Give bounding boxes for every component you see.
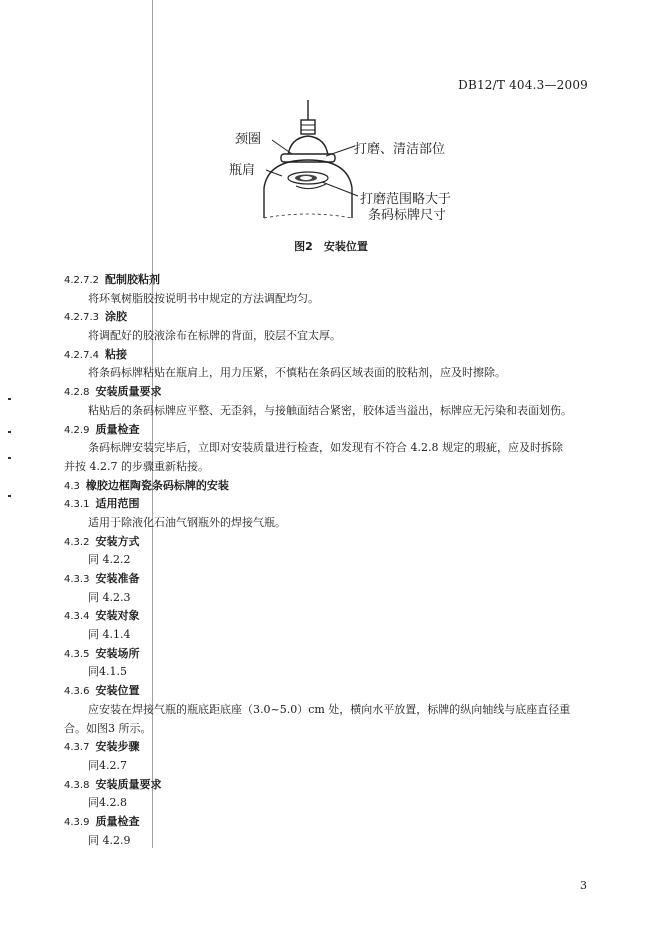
paragraph: 将环氧树脂胶按说明书中规定的方法调配均匀。 [88, 291, 319, 305]
paragraph-continuation: 合。如图3 所示。 [64, 721, 152, 735]
scan-speck [8, 398, 11, 400]
paragraph: 同4.1.5 [88, 665, 127, 679]
document-body [64, 271, 594, 850]
section-heading: 4.2.7.3 涂胶 [64, 310, 127, 324]
section-heading: 4.3.8 安装质量要求 [64, 777, 162, 791]
label-range-line2: 条码标牌尺寸 [368, 208, 447, 223]
scan-speck [8, 431, 11, 433]
section-heading: 4.3.5 安装场所 [64, 646, 140, 660]
section-heading: 4.3 橡胶边框陶瓷条码标牌的安装 [64, 478, 229, 492]
label-polish-area: 打磨、清洁部位 [354, 142, 446, 157]
section-heading: 4.3.6 安装位置 [64, 684, 140, 698]
figure-caption: 图2 安装位置 [294, 240, 368, 253]
section-heading: 4.2.7.4 粘接 [64, 347, 127, 361]
paragraph: 应安装在焊接气瓶的瓶底距底座（3.0~5.0）cm 处，横向水平放置，标牌的纵向轴线与底座直径重 [88, 702, 571, 716]
section-heading: 4.2.9 质量检查 [64, 422, 140, 436]
section-heading: 4.3.7 安装步骤 [64, 740, 140, 754]
cylinder-diagram [0, 100, 662, 230]
paragraph: 适用于除液化石油气钢瓶外的焊接气瓶。 [88, 515, 286, 529]
paragraph: 同 4.2.3 [88, 590, 131, 604]
section-heading: 4.2.8 安装质量要求 [64, 385, 162, 399]
paragraph: 同4.2.8 [88, 796, 127, 810]
document-code: DB12/T 404.3—2009 [458, 78, 588, 92]
scan-speck [8, 457, 11, 459]
section-heading: 4.3.9 质量检查 [64, 814, 140, 828]
section-heading: 4.2.7.2 配制胶粘剂 [64, 273, 160, 286]
label-neck-ring: 颈圈 [235, 132, 262, 147]
paragraph: 同 4.1.4 [88, 628, 131, 642]
scan-speck [8, 495, 11, 497]
paragraph: 粘贴后的条码标牌应平整、无歪斜，与接触面结合紧密，胶体适当溢出，标牌应无污染和表面划伤。 [88, 403, 572, 417]
page-number: 3 [580, 879, 587, 892]
section-heading: 4.3.2 安装方式 [64, 534, 140, 548]
paragraph-continuation: 并按 4.2.7 的步骤重新粘接。 [64, 459, 209, 473]
paragraph: 将调配好的胶液涂布在标牌的背面，胶层不宜太厚。 [88, 329, 341, 343]
section-heading: 4.3.3 安装准备 [64, 572, 140, 585]
section-heading: 4.3.4 安装对象 [64, 609, 140, 623]
paragraph: 同4.2.7 [88, 758, 127, 772]
paragraph: 同 4.2.2 [88, 553, 131, 567]
paragraph: 将条码标牌粘贴在瓶肩上，用力压紧，不慎粘在条码区域表面的胶粘剂，应及时擦除。 [88, 366, 506, 380]
label-shoulder: 瓶肩 [229, 163, 256, 178]
paragraph: 同 4.2.9 [88, 833, 131, 847]
section-heading: 4.3.1 适用范围 [64, 497, 140, 511]
label-range-line1: 打磨范围略大于 [360, 192, 452, 207]
paragraph: 条码标牌安装完毕后，立即对安装质量进行检查，如发现有不符合 4.2.8 规定的瑕疵，应及时拆除 [88, 441, 563, 455]
